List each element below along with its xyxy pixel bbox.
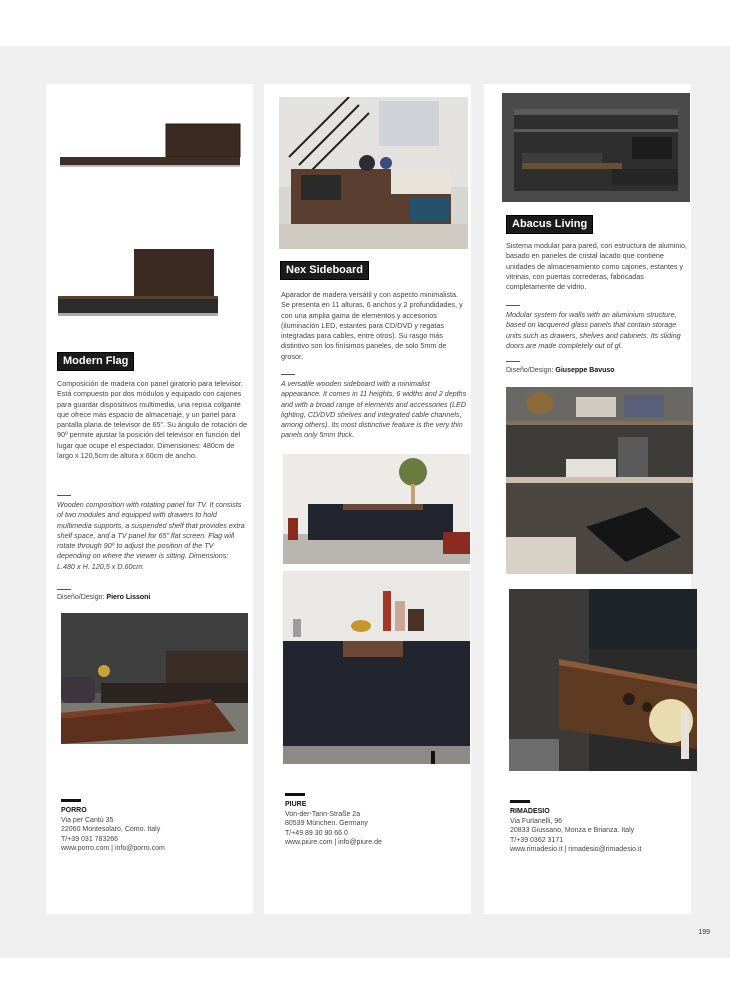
address-link[interactable]: www.rimadesio.it | rimadesio@rimadesio.it [510, 846, 642, 854]
designer-name: Piero Lissoni [106, 594, 151, 601]
divider [506, 361, 520, 362]
product-title: Nex Sideboard [280, 261, 369, 280]
address-line: 20833 Giussano, Monza e Brianza. Italy [510, 827, 635, 835]
divider [281, 374, 295, 375]
designer-name: Giuseppe Bavuso [555, 367, 615, 374]
address-line: Von-der-Tann-Straße 2a [285, 810, 361, 818]
spanish-description: Sistema modular para pared, con estructura de aluminio, basado en paneles de cristal lacado que contiene unidades de almacenamiento como cajones, estantes y vitrinas, con puertas correderas, fabricadas completamente de vidrio. [506, 241, 687, 292]
room-photo-flag [61, 613, 248, 744]
product-title: Modern Flag [57, 352, 134, 371]
english-description: Wooden composition with rotating panel for TV. It consists of two modules and equipped with drawers to hold multimedia supports, a suspended shelf that provides extra shelf space, and a TV panel for 65" flat screen. Flag will rotate through 90º to adjust the position of the TV depending on where the viewer is sitting. Dimensions: L.480 x H. 120,5 x D.60cm. [57, 500, 245, 571]
english-description: A versatile wooden sideboard with a minimalist appearance. It comes in 11 heights, 6 widths and 2 depths and with a broad range of elements and accessories (LED lighting, CD/DVD shelves and integrated cable channels, among others). Its most distinctive feature is the very thin panels only 5mm thick. [281, 379, 467, 440]
spanish-description: Aparador de madera versátil y con aspecto minimalista. Se presenta en 11 alturas, 6 anchos y 2 profundidades, y con una amplia gama de elementos y accesorios (iluminación LED, estantes para CD/DVD y regatas integradas para cables, entre otros). Su rasgo más distintivo son los finísimos paneles, de solo 5mm de grosor. [281, 290, 463, 361]
design-label: Diseño/Design: [57, 594, 105, 601]
brand-name: PIURE [285, 801, 307, 808]
design-label: Diseño/Design: [506, 367, 554, 374]
page-number: 199 [698, 929, 710, 936]
address-line: Via Furlanelli, 96 [510, 817, 563, 825]
brand-name: PORRO [61, 807, 87, 814]
address-line: T/+49 89 30 90 66 0 [285, 829, 348, 837]
address-marker [61, 799, 81, 802]
address-marker [285, 793, 305, 796]
address-line: 80539 München. Germany [285, 820, 368, 828]
spanish-description: Composición de madera con panel giratorio para televisor. Está compuesto por dos módulos y equipado con cajones para guardar dispositivos multimedia, una repisa colgante que ofrece más espacio de almacenaje, y un panel para pantalla plana de televisor de 65". Su ángulo de rotación de 90º permite ajustar la posición del televisor en función del lugar que ocupe el espectador. Dimensiones: 480cm de largo x 120,5cm de altura x 60cm de ancho. [57, 379, 247, 461]
product-photo-nex-1 [279, 97, 468, 249]
english-description: Modular system for walls with an aluminium structure, based on lacquered glass panels that contain storage units such as drawers, shelves and cabinets. Its sliding doors are made completely out of gl. [506, 310, 681, 350]
product-photo-flag-2 [54, 239, 246, 324]
product-photo-nex-2 [283, 454, 470, 564]
divider [57, 589, 71, 590]
product-photo-abacus-1 [502, 93, 690, 202]
address-marker [510, 800, 530, 803]
design-credit [506, 367, 615, 374]
column-abacus-living [484, 84, 691, 914]
address-line: 22060 Montesolaro, Como. Italy [61, 826, 161, 834]
address-link[interactable]: www.porro.com | info@porro.com [61, 845, 165, 853]
company-address [61, 806, 165, 854]
brand-name: RIMADESIO [510, 808, 550, 815]
address-line: T/+39 031 783266 [61, 835, 119, 843]
company-address [510, 807, 641, 855]
address-link[interactable]: www.piure.com | info@piure.de [285, 839, 382, 847]
company-address [285, 800, 382, 848]
divider [57, 495, 71, 496]
column-nex-sideboard [264, 84, 471, 914]
product-photo-abacus-3 [509, 589, 697, 771]
product-photo-flag-1 [54, 104, 246, 179]
column-modern-flag [46, 84, 253, 914]
address-line: Via per Cantù 35 [61, 816, 114, 824]
address-line: T/+39 0362 3171 [510, 836, 564, 844]
design-credit [57, 594, 150, 601]
divider [506, 305, 520, 306]
product-title: Abacus Living [506, 215, 593, 234]
product-photo-abacus-2 [506, 387, 693, 574]
product-photo-nex-3 [283, 571, 470, 764]
